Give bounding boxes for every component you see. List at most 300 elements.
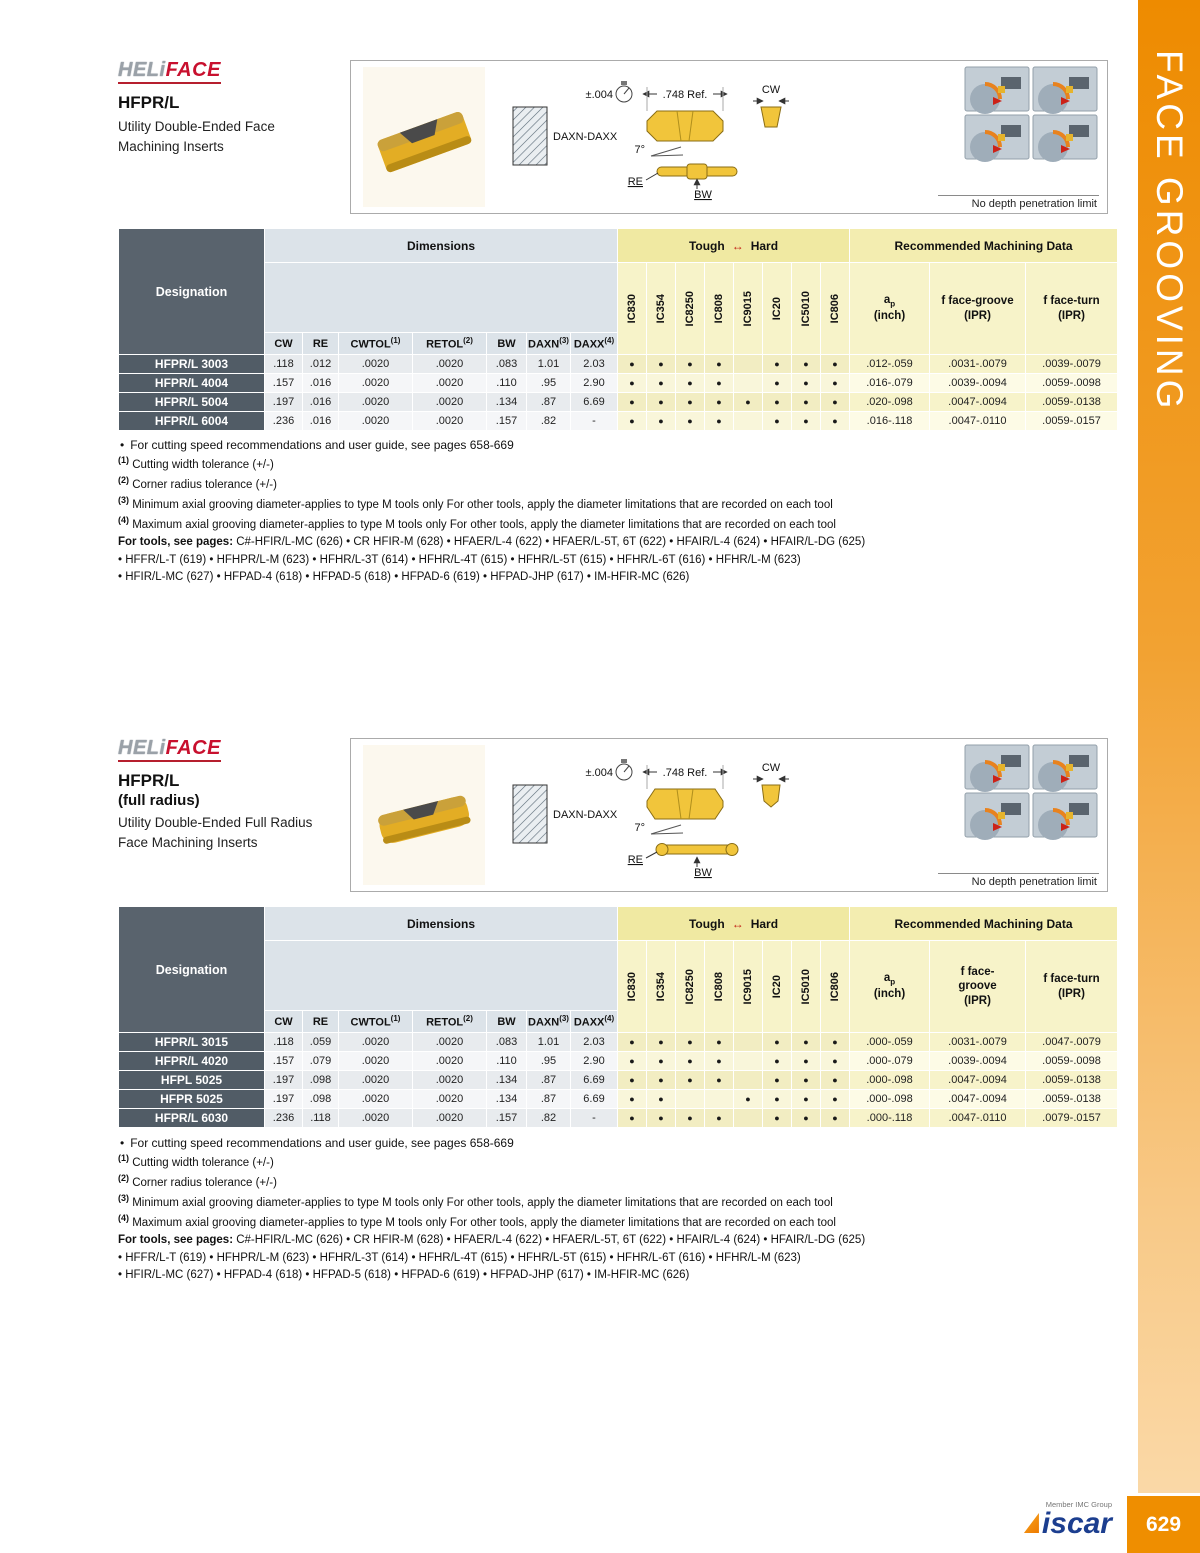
footnote-1: $^{(1)}$ Cutting width tolerance (+/-) — [118, 455, 274, 471]
machining-data-cell: .0059-.0138 — [1026, 393, 1118, 412]
cw-label: CW — [761, 762, 781, 774]
dimension-cell: .0020 — [413, 1090, 487, 1109]
grade-dot-cell: ● — [821, 1033, 850, 1052]
workpiece-section — [513, 107, 547, 165]
technical-diagram — [350, 738, 1108, 892]
insert-side-view — [657, 164, 737, 179]
tough-label: Tough — [688, 916, 725, 931]
grade-column-header: IC830 — [618, 941, 647, 1033]
designation-header: Designation — [119, 907, 265, 1033]
page-number: 629 — [1124, 1493, 1200, 1553]
designation-cell: HFPR/L 3015 — [119, 1033, 265, 1052]
tools-reference-line: For tools, see pages: C#-HFIR/L-MC (626) • CR HFIR-M (628) • HFAER/L-4 (622) • HFAER/L-5T, 6T (622) • HFAIR/L-4 (624) • HFAIR/L-DG (625) — [118, 536, 866, 549]
dimension-cell: .012 — [303, 355, 339, 374]
heliface-logo — [118, 738, 221, 762]
dimension-cell: .236 — [265, 1109, 303, 1128]
grade-dot-cell: ● — [763, 1071, 792, 1090]
dimension-column-header: BW — [487, 1011, 527, 1033]
machining-column-header: $a_p$ (inch) — [850, 263, 930, 355]
machining-data-cell: .0047-.0094 — [930, 393, 1026, 412]
dimension-column-header: CW — [265, 333, 303, 355]
heliface-logo — [118, 60, 221, 84]
dimension-cell: 1.01 — [527, 355, 571, 374]
dimension-cell: .134 — [487, 393, 527, 412]
grade-column-header: IC5010 — [792, 941, 821, 1033]
table-row — [119, 1071, 1118, 1090]
machining-column-header: $a_p$ (inch) — [850, 941, 930, 1033]
designation-header: Designation — [119, 229, 265, 355]
dial-indicator-icon — [616, 81, 632, 102]
grade-dot-cell: ● — [792, 1052, 821, 1071]
grade-dot-cell: ● — [792, 355, 821, 374]
section-title: HFPR/L — [118, 771, 180, 790]
dimension-cell: .0020 — [339, 412, 413, 431]
grade-dot-cell: ● — [676, 1109, 705, 1128]
dimension-column-header: RETOL$^{(2)}$ — [413, 333, 487, 355]
grade-dot-cell: ● — [821, 1109, 850, 1128]
dial-indicator-icon — [616, 759, 632, 780]
grade-column-header: IC5010 — [792, 263, 821, 355]
dimension-cell: .0020 — [413, 1052, 487, 1071]
dimension-cell: .197 — [265, 1071, 303, 1090]
dimension-cell: .0020 — [339, 1033, 413, 1052]
dimension-column-header: DAXN$^{(3)}$ — [527, 333, 571, 355]
description-line: Machining Inserts — [118, 138, 224, 154]
dimension-column-header: RE — [303, 333, 339, 355]
dimension-cell: 6.69 — [571, 393, 618, 412]
dimension-cell: .0020 — [339, 1109, 413, 1128]
grade-dot-cell: ● — [763, 374, 792, 393]
dimension-cell: .87 — [527, 1090, 571, 1109]
tools-reference-line: • HFIR/L-MC (627) • HFPAD-4 (618) • HFPAD-5 (618) • HFPAD-6 (619) • HFPAD-JHP (617) • IM-HFIR-MC (626) — [118, 570, 690, 583]
dimension-cell: .157 — [487, 412, 527, 431]
heliface-logo-face: FACE — [165, 59, 221, 81]
dimension-cell: .157 — [487, 1109, 527, 1128]
dimension-cell: .87 — [527, 393, 571, 412]
application-illustrations — [965, 745, 1097, 840]
dimension-cell: .098 — [303, 1090, 339, 1109]
dimension-cell: .110 — [487, 1052, 527, 1071]
grade-dot-cell — [734, 1052, 763, 1071]
tough-label: Tough — [688, 238, 725, 253]
dimension-cell: .236 — [265, 412, 303, 431]
grade-dot-cell: ● — [676, 412, 705, 431]
designation-cell: HFPR/L 4004 — [119, 374, 265, 393]
machining-data-cell: .020-.098 — [850, 393, 930, 412]
grade-dot-cell — [734, 374, 763, 393]
machining-data-cell: .0059-.0157 — [1026, 412, 1118, 431]
dimension-cell: 2.03 — [571, 1033, 618, 1052]
tough-hard-arrow-icon: ↔ — [731, 916, 744, 931]
dimension-cell: .0020 — [413, 412, 487, 431]
grade-dot-cell: ● — [647, 393, 676, 412]
grade-column-header: IC8250 — [676, 941, 705, 1033]
grade-dot-cell: ● — [647, 355, 676, 374]
machining-data-cell: .0059-.0138 — [1026, 1071, 1118, 1090]
insert-photo — [363, 745, 485, 885]
tools-reference-line: For tools, see pages: C#-HFIR/L-MC (626) • CR HFIR-M (628) • HFAER/L-4 (622) • HFAER/L-5T, 6T (622) • HFAIR/L-4 (624) • HFAIR/L-DG (625) — [118, 1234, 866, 1247]
grade-dot-cell: ● — [647, 374, 676, 393]
grade-dot-cell: ● — [821, 412, 850, 431]
dimension-column-header: DAXX$^{(4)}$ — [571, 1011, 618, 1033]
machining-data-cell: .0079-.0157 — [1026, 1109, 1118, 1128]
heliface-logo-face: FACE — [165, 737, 221, 759]
machining-data-cell: .0059-.0098 — [1026, 1052, 1118, 1071]
dimension-cell: .157 — [265, 1052, 303, 1071]
machining-data-cell: .0047-.0110 — [930, 1109, 1026, 1128]
grade-dot-cell: ● — [647, 1033, 676, 1052]
footnote-2: $^{(2)}$ Corner radius tolerance (+/-) — [118, 1173, 277, 1189]
grade-dot-cell — [734, 412, 763, 431]
iscar-stripes-icon — [1024, 1513, 1039, 1533]
grade-dot-cell: ● — [705, 355, 734, 374]
machining-data-cell: .000-.059 — [850, 1033, 930, 1052]
grade-column-header: IC20 — [763, 263, 792, 355]
dimension-cell: - — [571, 1109, 618, 1128]
dimension-cell: .134 — [487, 1090, 527, 1109]
machining-group-header: Recommended Machining Data — [850, 229, 1118, 263]
dimension-column-header: CW — [265, 1011, 303, 1033]
machining-data-cell: .0031-.0079 — [930, 355, 1026, 374]
dimension-cell: 6.69 — [571, 1071, 618, 1090]
grade-column-header: IC808 — [705, 941, 734, 1033]
machining-data-cell: .0059-.0138 — [1026, 1090, 1118, 1109]
technical-diagram — [350, 60, 1108, 214]
grade-dot-cell — [676, 1090, 705, 1109]
grade-dot-cell: ● — [821, 393, 850, 412]
designation-cell: HFPR/L 4020 — [119, 1052, 265, 1071]
grade-dot-cell: ● — [763, 1052, 792, 1071]
dimension-cell: 1.01 — [527, 1033, 571, 1052]
dimension-cell: .0020 — [339, 1090, 413, 1109]
dimension-column-header: DAXX$^{(4)}$ — [571, 333, 618, 355]
dimension-cell: .118 — [265, 1033, 303, 1052]
grade-dot-cell: ● — [821, 1052, 850, 1071]
ref-dimension-label: .748 Ref. — [662, 89, 708, 101]
grade-column-header: IC830 — [618, 263, 647, 355]
designation-cell: HFPR/L 6004 — [119, 412, 265, 431]
dimension-column-header: DAXN$^{(3)}$ — [527, 1011, 571, 1033]
footnote-1: $^{(1)}$ Cutting width tolerance (+/-) — [118, 1153, 274, 1169]
grade-column-header: IC20 — [763, 941, 792, 1033]
grade-dot-cell: ● — [676, 355, 705, 374]
designation-cell: HFPR/L 5004 — [119, 393, 265, 412]
dimension-cell: .016 — [303, 412, 339, 431]
machining-data-cell: .0039-.0079 — [1026, 355, 1118, 374]
iscar-logo — [1024, 1500, 1112, 1540]
dimension-column-header: CWTOL$^{(1)}$ — [339, 1011, 413, 1033]
dimension-cell: 2.90 — [571, 1052, 618, 1071]
description-line: Utility Double-Ended Face — [118, 119, 275, 134]
table-row — [119, 1090, 1118, 1109]
grade-column-header: IC354 — [647, 263, 676, 355]
dimension-cell: .016 — [303, 374, 339, 393]
cutting-speed-note-text: For cutting speed recommendations and user guide, see pages 658-669 — [130, 438, 514, 452]
designation-cell: HFPR/L 3003 — [119, 355, 265, 374]
tools-reference-line: • HFFR/L-T (619) • HFHPR/L-M (623) • HFHR/L-3T (614) • HFHR/L-4T (615) • HFHR/L-5T (615) • HFHR/L-6T (616) • HFHR/L-M (623) — [118, 553, 801, 566]
grade-dot-cell: ● — [647, 412, 676, 431]
machining-data-cell: .0059-.0098 — [1026, 374, 1118, 393]
designation-cell: HFPL 5025 — [119, 1071, 265, 1090]
grade-dot-cell: ● — [647, 1109, 676, 1128]
angle-label: 7° — [634, 822, 645, 834]
dimension-cell: .197 — [265, 1090, 303, 1109]
insert-photo — [363, 67, 485, 207]
insert-front-view — [762, 785, 780, 807]
grade-dot-cell: ● — [705, 374, 734, 393]
machining-data-cell: .016-.118 — [850, 412, 930, 431]
diagram-drawing — [351, 739, 1107, 891]
section-hfprl-full-radius — [118, 737, 1122, 1281]
machining-column-header: f face-groove (IPR) — [930, 941, 1026, 1033]
machining-data-cell: .0047-.0094 — [930, 1071, 1026, 1090]
dimension-cell: .059 — [303, 1033, 339, 1052]
dimension-cell: .0020 — [413, 393, 487, 412]
dimension-cell: .083 — [487, 355, 527, 374]
table-row — [119, 355, 1118, 374]
dimension-cell: .118 — [303, 1109, 339, 1128]
tools-reference-line: • HFFR/L-T (619) • HFHPR/L-M (623) • HFHR/L-3T (614) • HFHR/L-4T (615) • HFHR/L-5T (615) • HFHR/L-6T (616) • HFHR/L-M (623) — [118, 1251, 801, 1264]
grade-dot-cell — [734, 1033, 763, 1052]
grade-dot-cell: ● — [734, 393, 763, 412]
machining-column-header: f face-turn (IPR) — [1026, 263, 1118, 355]
designation-cell: HFPR/L 6030 — [119, 1109, 265, 1128]
dimension-cell: .0020 — [339, 1052, 413, 1071]
grade-dot-cell: ● — [792, 1090, 821, 1109]
dimension-cell: .95 — [527, 1052, 571, 1071]
grade-dot-cell: ● — [618, 355, 647, 374]
grade-dot-cell — [734, 355, 763, 374]
tools-reference-line: • HFIR/L-MC (627) • HFPAD-4 (618) • HFPAD-5 (618) • HFPAD-6 (619) • HFPAD-JHP (617) • IM-HFIR-MC (626) — [118, 1268, 690, 1281]
dimension-cell: .110 — [487, 374, 527, 393]
bw-label: BW — [694, 189, 712, 201]
grade-dot-cell: ● — [763, 1090, 792, 1109]
machining-data-cell: .016-.079 — [850, 374, 930, 393]
grade-dot-cell: ● — [676, 393, 705, 412]
grade-dot-cell — [705, 1090, 734, 1109]
grade-dot-cell: ● — [618, 1090, 647, 1109]
bullet-icon: • — [120, 438, 125, 452]
grade-dot-cell: ● — [821, 355, 850, 374]
machining-data-cell: .0047-.0079 — [1026, 1033, 1118, 1052]
tough-hard-arrow-icon: ↔ — [731, 238, 744, 253]
application-illustrations — [965, 67, 1097, 162]
ref-dimension-label: .748 Ref. — [662, 767, 708, 779]
dimension-cell: 2.03 — [571, 355, 618, 374]
grade-dot-cell: ● — [792, 412, 821, 431]
grade-dot-cell: ● — [618, 1071, 647, 1090]
daxn-daxx-label: DAXN-DAXX — [553, 131, 618, 143]
grade-dot-cell: ● — [763, 1109, 792, 1128]
imc-group-caption: Member IMC Group — [1045, 1500, 1112, 1509]
dimension-cell: .0020 — [339, 374, 413, 393]
machining-data-cell: .000-.118 — [850, 1109, 930, 1128]
grade-dot-cell: ● — [705, 393, 734, 412]
machining-data-cell: .000-.079 — [850, 1052, 930, 1071]
footnote-2: $^{(2)}$ Corner radius tolerance (+/-) — [118, 475, 277, 491]
grade-dot-cell: ● — [792, 374, 821, 393]
footnote-3: $^{(3)}$ Minimum axial grooving diameter-applies to type M tools only For other tools, apply the diameter limitations that are recorded on each tool — [118, 495, 833, 511]
iscar-wordmark-text: iscar — [1041, 1507, 1112, 1540]
heliface-logo-heli: HELi — [118, 737, 166, 759]
cutting-speed-note — [118, 436, 1122, 454]
cutting-speed-note — [118, 1134, 1122, 1152]
machining-data-cell: .0039-.0094 — [930, 374, 1026, 393]
grade-column-header: IC354 — [647, 941, 676, 1033]
dimension-cell: .0020 — [339, 355, 413, 374]
bw-label: BW — [694, 867, 712, 879]
dimension-cell: - — [571, 412, 618, 431]
description-line: Face Machining Inserts — [118, 834, 258, 850]
bullet-icon: • — [120, 1136, 125, 1150]
machining-group-header: Recommended Machining Data — [850, 907, 1118, 941]
dimension-cell: .95 — [527, 374, 571, 393]
dimension-cell: .82 — [527, 412, 571, 431]
heliface-logo-heli: HELi — [118, 59, 166, 81]
grade-dot-cell — [734, 1109, 763, 1128]
grade-dot-cell: ● — [821, 1090, 850, 1109]
grade-dot-cell: ● — [647, 1090, 676, 1109]
re-label: RE — [627, 854, 643, 866]
footnote-4: $^{(4)}$ Maximum axial grooving diameter-applies to type M tools only For other tools, apply the diameter limitations that are recorded on each tool — [118, 1213, 836, 1230]
grade-dot-cell: ● — [821, 374, 850, 393]
grade-dot-cell: ● — [647, 1071, 676, 1090]
grade-dot-cell: ● — [792, 393, 821, 412]
dimension-cell: .157 — [265, 374, 303, 393]
tolerance-label: ±.004 — [585, 89, 613, 101]
grade-dot-cell: ● — [676, 374, 705, 393]
dimension-cell: .0020 — [413, 1033, 487, 1052]
insert-front-view — [761, 107, 781, 127]
re-label: RE — [627, 176, 643, 188]
cw-label: CW — [761, 84, 781, 96]
dimension-column-header: BW — [487, 333, 527, 355]
footnotes — [118, 436, 1122, 586]
dimension-cell: .134 — [487, 1071, 527, 1090]
grade-dot-cell: ● — [792, 1109, 821, 1128]
grade-group-header — [618, 229, 850, 263]
grade-dot-cell: ● — [618, 393, 647, 412]
workpiece-section — [513, 785, 547, 843]
dimension-cell: 6.69 — [571, 1090, 618, 1109]
grade-dot-cell: ● — [792, 1071, 821, 1090]
depth-limit-note: No depth penetration limit — [938, 195, 1099, 210]
side-tab — [1138, 0, 1200, 1553]
insert-side-view — [656, 844, 738, 856]
grade-dot-cell: ● — [618, 412, 647, 431]
dimension-cell: 2.90 — [571, 374, 618, 393]
dimension-column-header: CWTOL$^{(1)}$ — [339, 333, 413, 355]
grade-dot-cell: ● — [676, 1052, 705, 1071]
grade-dot-cell: ● — [763, 1033, 792, 1052]
machining-data-cell: .012-.059 — [850, 355, 930, 374]
grade-dot-cell: ● — [618, 1052, 647, 1071]
grade-dot-cell: ● — [705, 1109, 734, 1128]
dimension-cell: .0020 — [413, 374, 487, 393]
dimension-cell: .82 — [527, 1109, 571, 1128]
grade-dot-cell: ● — [705, 1052, 734, 1071]
machining-data-cell: .0039-.0094 — [930, 1052, 1026, 1071]
grade-dot-cell: ● — [763, 393, 792, 412]
grade-dot-cell: ● — [618, 1109, 647, 1128]
grade-column-header: IC8250 — [676, 263, 705, 355]
grade-column-header: IC806 — [821, 941, 850, 1033]
designation-cell: HFPR 5025 — [119, 1090, 265, 1109]
insert-spec-table — [118, 906, 1118, 1128]
machining-column-header: f face-turn (IPR) — [1026, 941, 1118, 1033]
grade-column-header: IC9015 — [734, 941, 763, 1033]
dimension-column-header: RE — [303, 1011, 339, 1033]
grade-group-header — [618, 907, 850, 941]
angle-label: 7° — [634, 144, 645, 156]
table-row — [119, 1033, 1118, 1052]
grade-dot-cell: ● — [734, 1090, 763, 1109]
footnote-4: $^{(4)}$ Maximum axial grooving diameter-applies to type M tools only For other tools, apply the diameter limitations that are recorded on each tool — [118, 515, 836, 532]
tolerance-label: ±.004 — [585, 767, 613, 779]
grade-dot-cell: ● — [792, 1033, 821, 1052]
dimension-cell: .0020 — [413, 1109, 487, 1128]
grade-dot-cell: ● — [618, 1033, 647, 1052]
dimension-cell: .083 — [487, 1033, 527, 1052]
dimension-cell: .87 — [527, 1071, 571, 1090]
dimensions-group-header: Dimensions — [265, 229, 618, 263]
dimension-column-header: RETOL$^{(2)}$ — [413, 1011, 487, 1033]
grade-column-header: IC9015 — [734, 263, 763, 355]
grade-dot-cell: ● — [705, 1033, 734, 1052]
dimension-cell: .079 — [303, 1052, 339, 1071]
dimension-cell: .0020 — [413, 1071, 487, 1090]
table-row — [119, 412, 1118, 431]
table-row — [119, 393, 1118, 412]
side-tab-label: FACE GROOVING — [1149, 50, 1190, 413]
machining-data-cell: .0047-.0110 — [930, 412, 1026, 431]
grade-dot-cell: ● — [647, 1052, 676, 1071]
dimension-cell: .0020 — [413, 355, 487, 374]
grade-dot-cell: ● — [763, 412, 792, 431]
dimensions-spacer — [265, 941, 618, 1011]
cutting-speed-note-text: For cutting speed recommendations and user guide, see pages 658-669 — [130, 1136, 514, 1150]
machining-data-cell: .0047-.0094 — [930, 1090, 1026, 1109]
grade-dot-cell: ● — [618, 374, 647, 393]
dimension-cell: .098 — [303, 1071, 339, 1090]
section-title: HFPR/L — [118, 93, 180, 112]
grade-dot-cell: ● — [676, 1071, 705, 1090]
section-hfprl — [118, 59, 1122, 583]
depth-limit-note: No depth penetration limit — [938, 873, 1099, 888]
machining-data-cell: .000-.098 — [850, 1090, 930, 1109]
machining-column-header: f face-groove (IPR) — [930, 263, 1026, 355]
hard-label: Hard — [750, 916, 779, 931]
hard-label: Hard — [750, 238, 779, 253]
full-radius-subtitle: (full radius) — [118, 792, 200, 809]
grade-dot-cell — [734, 1071, 763, 1090]
description-line: Utility Double-Ended Full Radius — [118, 815, 313, 830]
machining-data-cell: .000-.098 — [850, 1071, 930, 1090]
table-row — [119, 374, 1118, 393]
grade-column-header: IC808 — [705, 263, 734, 355]
dimension-cell: .0020 — [339, 1071, 413, 1090]
table-row — [119, 1052, 1118, 1071]
dimensions-spacer — [265, 263, 618, 333]
footnotes — [118, 1134, 1122, 1284]
grade-column-header: IC806 — [821, 263, 850, 355]
grade-dot-cell: ● — [705, 412, 734, 431]
grade-dot-cell: ● — [763, 355, 792, 374]
grade-dot-cell: ● — [676, 1033, 705, 1052]
iscar-wordmark — [1024, 1507, 1112, 1540]
diagram-drawing — [351, 61, 1107, 213]
dimensions-group-header: Dimensions — [265, 907, 618, 941]
